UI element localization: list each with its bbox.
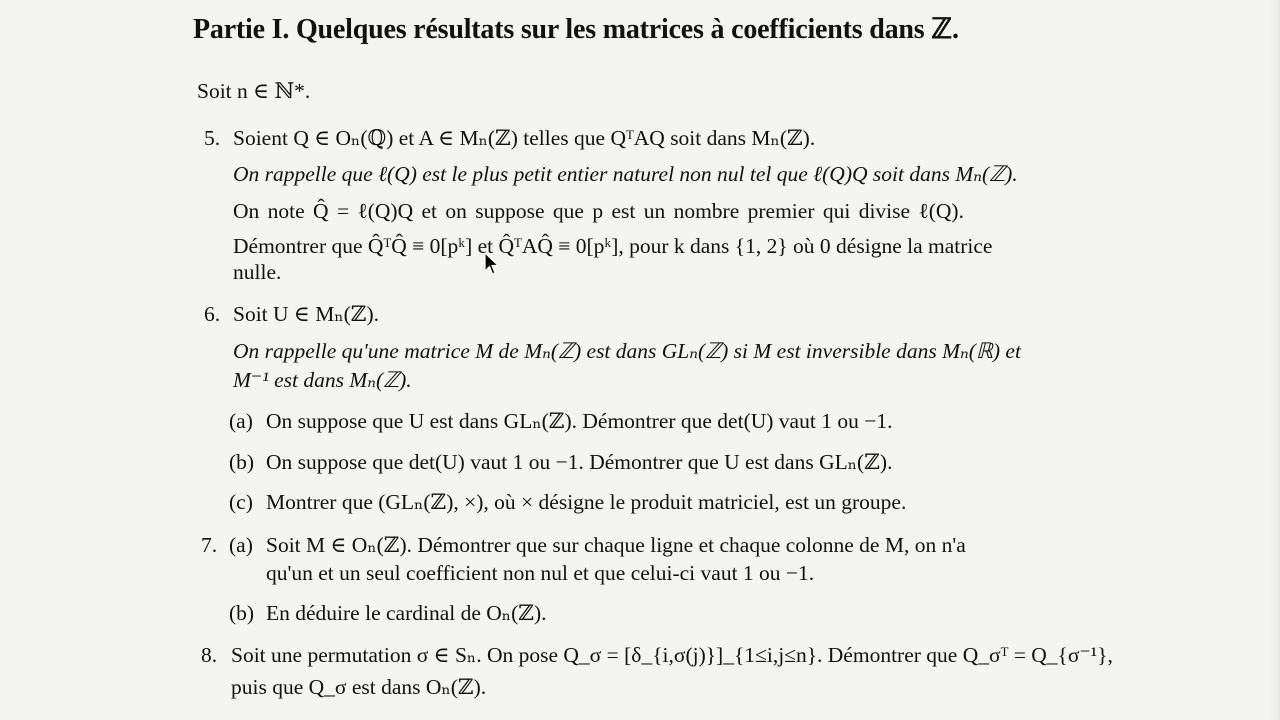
section-title: Partie I. Quelques résultats sur les matrices à coefficients dans ℤ. — [193, 14, 959, 45]
item-8-line-1: Soit une permutation σ ∈ Sₙ. On pose Q_σ = [δ_{i,σ(j)}]_{1≤i,j≤n}. Démontrer que Q_σᵀ = Q_{σ⁻¹}, — [231, 643, 1113, 667]
item-6-line-1: Soit U ∈ Mₙ(ℤ). — [233, 302, 380, 326]
item-5-line-2: On rappelle que ℓ(Q) est le plus petit entier naturel non nul tel que ℓ(Q)Q soit dans Mₙ(ℤ). — [233, 162, 1018, 186]
item-6c-label: (c) — [229, 490, 253, 514]
item-7-number: 7. — [201, 533, 218, 557]
item-7b-label: (b) — [229, 601, 255, 625]
item-6-line-2: On rappelle qu'une matrice M de Mₙ(ℤ) est dans GLₙ(ℤ) si M est inversible dans Mₙ(ℝ) et — [233, 339, 1021, 363]
item-5-number: 5. — [204, 126, 221, 150]
item-5-line-3: On note Q̂ = ℓ(Q)Q et on suppose que p est un nombre premier qui divise ℓ(Q). — [233, 199, 964, 223]
item-7a-text: Soit M ∈ Oₙ(ℤ). Démontrer que sur chaque ligne et chaque colonne de M, on n'a — [266, 533, 966, 557]
item-6-number: 6. — [204, 302, 221, 326]
item-6a-label: (a) — [229, 409, 253, 433]
item-8-number: 8. — [201, 643, 218, 667]
item-6-line-3: M⁻¹ est dans Mₙ(ℤ). — [233, 368, 412, 392]
item-6b-text: On suppose que det(U) vaut 1 ou −1. Démontrer que U est dans GLₙ(ℤ). — [266, 450, 893, 474]
item-5-line-5: nulle. — [233, 260, 282, 284]
item-7a-label: (a) — [229, 533, 253, 557]
item-6b-label: (b) — [229, 450, 255, 474]
item-6c-text: Montrer que (GLₙ(ℤ), ×), où × désigne le produit matriciel, est un groupe. — [266, 490, 907, 514]
item-5-line-4: Démontrer que Q̂ᵀQ̂ ≡ 0[pᵏ] et Q̂ᵀAQ̂ ≡ 0[pᵏ], pour k dans {1, 2} où 0 désigne la matrice — [233, 234, 993, 258]
item-6a-text: On suppose que U est dans GLₙ(ℤ). Démontrer que det(U) vaut 1 ou −1. — [266, 409, 893, 433]
item-5-line-1: Soient Q ∈ Oₙ(ℚ) et A ∈ Mₙ(ℤ) telles que QᵀAQ soit dans Mₙ(ℤ). — [233, 126, 816, 150]
page-edge-shadow — [1270, 0, 1280, 720]
item-8-line-2: puis que Q_σ est dans Oₙ(ℤ). — [231, 675, 487, 699]
item-7a-text-2: qu'un et un seul coefficient non nul et que celui-ci vaut 1 ou −1. — [266, 561, 815, 585]
intro-text: Soit n ∈ ℕ*. — [197, 79, 311, 103]
item-7b-text: En déduire le cardinal de Oₙ(ℤ). — [266, 601, 547, 625]
mouse-cursor-icon — [484, 252, 500, 276]
